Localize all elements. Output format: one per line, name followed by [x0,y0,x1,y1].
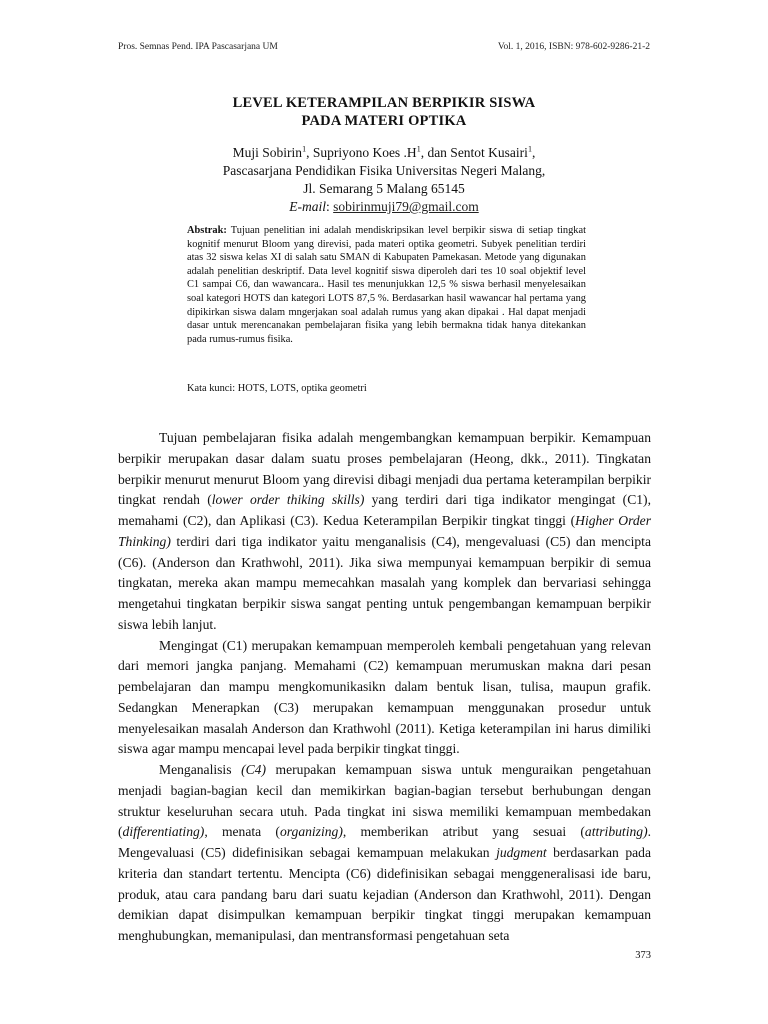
paragraph-3 [118,760,651,947]
text-run: . Mengevaluasi (C5) didefinisikan sebagai kemampuan melakukan [118,824,651,860]
italic-term: differentiating) [122,824,205,840]
abstract-label: Abstrak: [187,225,227,236]
italic-term: lower order thiking skills) [211,492,365,508]
text-run: berdasarkan pada kriteria dan standart tertentu. Mencipta (C6) didefinisikan sebagai menggeneralisasi ide baru, produk, atau cara pandang baru dari suatu kejadian (Anderson dan Krathwohl, 2011). Dengan demikian dapat disimpulkan kemampuan berpikir tingkat tinggi merupakan kemampuan menghubungkan, memanipulasi, dan mentransformasi pengetahuan seta [118,845,652,943]
page-number: 373 [635,950,651,961]
italic-term: attributing) [584,824,648,840]
author-list-tail: , [531,145,536,160]
author-list [0,144,768,162]
title-line-2: PADA MATERI OPTIKA [301,113,467,129]
running-header-left: Pros. Semnas Pend. IPA Pascasarjana UM [118,42,278,52]
italic-term: organizing) [279,824,343,840]
email-link[interactable]: sobirinmuji79@gmail.com [333,199,479,214]
author-block [0,144,768,216]
address: Jl. Semarang 5 Malang 65145 [303,181,465,196]
paper-title [0,94,768,130]
author-name: , Supriyono Koes .H [306,145,417,160]
abstract-text: Tujuan penelitian ini adalah mendiskripsikan level berpikir siswa di setiap tingkat kognitif menurut Bloom yang direvisi, pada materi optika geometri. Subyek penelitian terdiri atas 32 siswa kelas XI di salah satu SMAN di Kabupaten Pamekasan. Metode yang digunakan adalah penelitian deskriptif. Data level kognitif siswa diperoleh dari tes 10 soal objektif level C1 sampai C6, dan wawancara.. Hasil tes menunjukkan 12,5 % siswa berhasil menyelesaikan soal kategori HOTS dan kategori LOTS 87,5 %. Berdasarkan hasil wawancar hal pertama yang dipikirkan siswa dalam mngerjakan soal adalah rumus yang akan dipakai . Hal dapat menjadi dasar untuk merencanakan pembelajaran fisika yang lebih bermakna tidak hanya ditekankan pada rumus-rumus fisika. [187,225,586,345]
abstract [187,224,586,346]
affiliation-mark: 1 [527,144,532,154]
text-run: Tujuan pembelajaran fisika adalah mengembangkan kemampuan berpikir. Kemampuan berpikir merupakan dasar dalam suatu proses pembelajaran (Heong, dkk., 2011). Tingkatan berpikir menurut menurut Bloom yang direvisi dibagi menjadi dua pertama keterampilan berpikir tingkat rendah ( [118,430,651,508]
text-run: Menganalisis [159,762,242,777]
italic-term: judgment [496,845,547,860]
title-line-1: LEVEL KETERAMPILAN BERPIKIR SISWA [232,95,536,111]
affiliation-mark: 1 [416,144,421,154]
text-run: , menata ( [204,824,280,840]
keywords: Kata kunci: HOTS, LOTS, optika geometri [187,383,367,394]
italic-term: (C4) [241,762,266,777]
affiliation: Pascasarjana Pendidikan Fisika Universitas Negeri Malang, [222,163,546,178]
italic-term: Higher Order Thinking) [118,513,651,549]
body-text [118,428,651,947]
author-name: Muji Sobirin [232,145,303,160]
affiliation-mark: 1 [302,144,307,154]
text-run: , memberikan atribut yang sesuai ( [342,824,585,840]
text-run: yang terdiri dari tiga indikator mengingat (C1), memahami (C2), dan Aplikasi (C3). Kedua Keterampilan Berpikir tingkat tinggi ( [118,492,651,528]
paragraph-1 [118,428,651,636]
running-header-right: Vol. 1, 2016, ISBN: 978-602-9286-21-2 [497,42,650,52]
text-run: merupakan kemampuan siswa untuk menguraikan pengetahuan menjadi bagian-bagian kecil dan memikirkan bagian-bagian tersebut berhubungan dengan struktur keseluruhan secara utuh. Pada tingkat ini siswa memiliki kemampuan membedakan ( [118,762,652,840]
email-label: E-mail [289,199,327,214]
email-line: E-mail: sobirinmuji79@gmail.com [289,199,479,214]
author-name: , dan Sentot Kusairi [420,145,528,160]
text-run: terdiri dari tiga indikator yaitu menganalisis (C4), mengevaluasi (C5) dan mencipta (C6). (Anderson dan Krathwohl, 2011). Jika siwa mempunyai kemampuan berpikir di semua tingkatan, mereka akan mampu memecahkan masalah yang komplek dan bervariasi sehingga mengetahui tingkatan berpikir siswa sangat penting untuk pengembangan kemampuan berpikir siswa lebih lanjut. [118,533,651,632]
paragraph-2: Mengingat (C1) merupakan kemampuan memperoleh kembali pengetahuan yang relevan dari memori jangka panjang. Memahami (C2) kemampuan merumuskan makna dari pesan pembelajaran dan mampu mengkomunikasikn dalam bentuk lisan, tulisa, maupun grafik. Sedangkan Menerapkan (C3) merupakan kemampuan menggunakan prosedur untuk menyelesaikan masalah Anderson dan Krathwohl (2011). Ketiga keterampilan ini harus dimiliki siswa agar mampu mencapai level pada berpikir tingkat tinggi. [118,637,651,757]
